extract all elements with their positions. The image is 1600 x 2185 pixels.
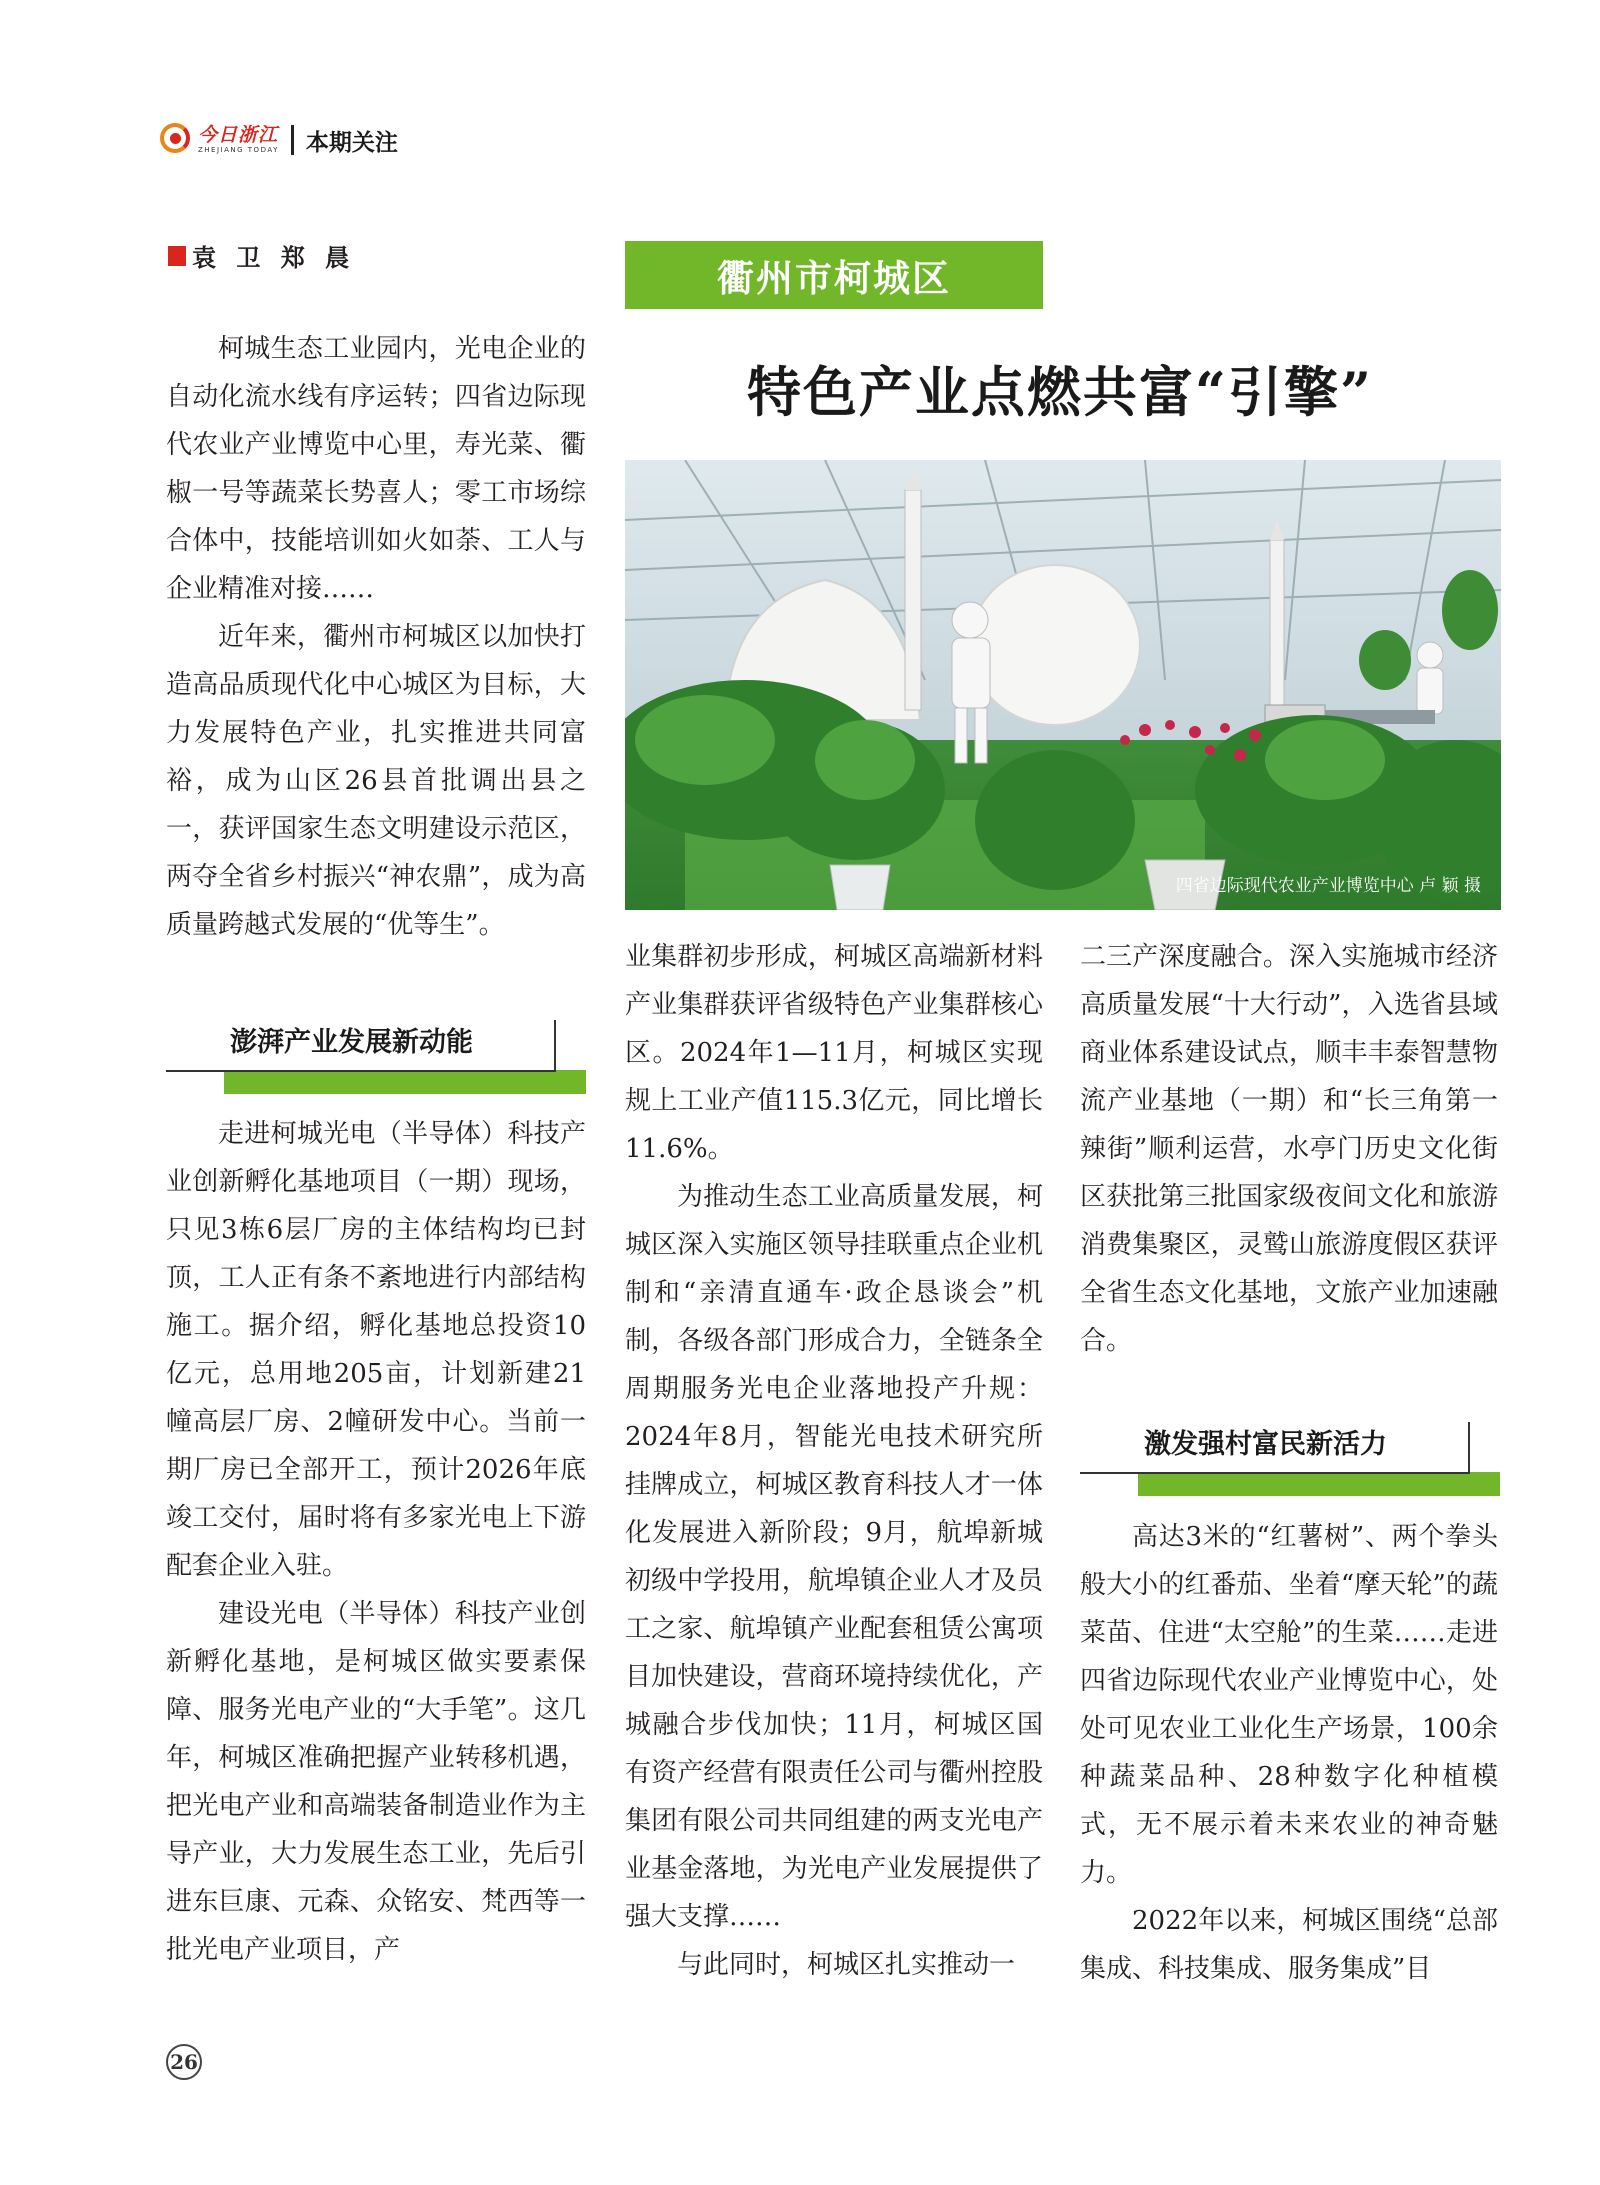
paragraph-5: 为推动生态工业高质量发展，柯城区深入实施区领导挂联重点企业机制和“亲清直通车·政企恳谈会”机制，各级各部门形成合力，全链条全周期服务光电企业落地投产升规：2024年8月，智能光电技术研究所挂牌成立，柯城区教育科技人才一体化发展进入新阶段；9月，航埠新城初级中学投用，航埠镇企业人才及员工之家、航埠镇产业配套租赁公寓项目加快建设，营商环境持续优化，产城融合步伐加快；11月，柯城区国有资产经营有限责任公司与衢州控股集团有限公司共同组建的两支光电产业基金落地，为光电产业发展提供了强大支撑…… — [625, 1182, 1043, 1932]
subhead-villages-text: 激发强村富民新活力 — [1144, 1429, 1387, 1460]
column-2-body — [625, 933, 1043, 1989]
paragraph-6: 与此同时，柯城区扎实推动一 — [677, 1950, 1016, 1980]
column-1-body — [166, 1110, 586, 1974]
column-3-body — [1080, 1513, 1498, 1993]
paragraph-2: 近年来，衢州市柯城区以加快打造高品质现代化中心城区为目标，大力发展特色产业，扎实推进共同富裕，成为山区26县首批调出县之一，获评国家生态文明建设示范区，两夺全省乡村振兴“神农鼎”，成为高质量跨越式发展的“优等生”。 — [166, 622, 586, 940]
greenhouse-photo — [625, 460, 1501, 910]
author-names: 袁 卫 郑 晨 — [192, 244, 356, 272]
subhead-industry-text: 澎湃产业发展新动能 — [230, 1027, 473, 1058]
paragraph-7: 高达3米的“红薯树”、两个拳头般大小的红番茄、坐着“摩天轮”的蔬菜苗、住进“太空舱”的生菜……走进四省边际现代农业产业博览中心，处处可见农业工业化生产场景，100余种蔬菜品种、28种数字化种植模式，无不展示着未来农业的神奇魅力。 — [1080, 1522, 1498, 1888]
subhead-industry — [166, 1010, 586, 1094]
paragraph-1: 柯城生态工业园内，光电企业的自动化流水线有序运转；四省边际现代农业产业博览中心里，寿光菜、衢椒一号等蔬菜长势喜人；零工市场综合体中，技能培训如火如荼、工人与企业精准对接…… — [166, 334, 586, 604]
page-number: 26 — [166, 2044, 202, 2080]
section-name: 本期关注 — [305, 129, 398, 156]
logo-cn-text: 今日浙江 — [198, 124, 279, 146]
logo-wordmark — [198, 126, 279, 154]
greenhouse-illustration — [625, 460, 1501, 910]
header-divider — [291, 125, 294, 155]
byline — [168, 238, 355, 273]
photo-caption: 四省边际现代农业产业博览中心 卢 颖 摄 — [1175, 876, 1481, 896]
column-3-top — [1080, 933, 1498, 1365]
paragraph-4-continued: 业集群初步形成，柯城区高端新材料产业集群获评省级特色产业集群核心区。2024年1—11月，柯城区实现规上工业产值115.3亿元，同比增长11.6%。 — [625, 942, 1043, 1164]
article-title: 特色产业点燃共富“引擎” — [746, 360, 1374, 424]
paragraph-3: 走进柯城光电（半导体）科技产业创新孵化基地项目（一期）现场，只见3栋6层厂房的主体结构均已封顶，工人正有条不紊地进行内部结构施工。据介绍，孵化基地总投资10亿元，总用地205亩，计划新建21幢高层厂房、2幢研发中心。当前一期厂房已全部开工，预计2026年底竣工交付，届时将有多家光电上下游配套企业入驻。 — [166, 1119, 586, 1581]
byline-red-square-icon — [168, 246, 186, 266]
page-header — [160, 120, 398, 160]
region-banner — [625, 241, 1043, 309]
zhejiang-today-logo-icon — [160, 123, 194, 157]
logo-en-text: ZHEJIANG TODAY — [198, 146, 279, 154]
column-1-intro — [166, 325, 586, 949]
paragraph-4: 建设光电（半导体）科技产业创新孵化基地，是柯城区做实要素保障、服务光电产业的“大手笔”。这几年，柯城区准确把握产业转移机遇，把光电产业和高端装备制造业作为主导产业，大力发展生态工业，先后引进东巨康、元森、众铭安、梵西等一批光电产业项目，产 — [166, 1599, 586, 1965]
paragraph-6-continued: 二三产深度融合。深入实施城市经济高质量发展“十大行动”，入选省县域商业体系建设试点，顺丰丰泰智慧物流产业基地（一期）和“长三角第一辣街”顺利运营，水亭门历史文化街区获批第三批国家级夜间文化和旅游消费集聚区，灵鹫山旅游度假区获评全省生态文化基地，文旅产业加速融合。 — [1080, 942, 1498, 1356]
paragraph-8: 2022年以来，柯城区围绕“总部集成、科技集成、服务集成”目 — [1080, 1906, 1498, 1984]
subhead-villages — [1080, 1412, 1500, 1496]
region-banner-text: 衢州市柯城区 — [717, 257, 951, 300]
